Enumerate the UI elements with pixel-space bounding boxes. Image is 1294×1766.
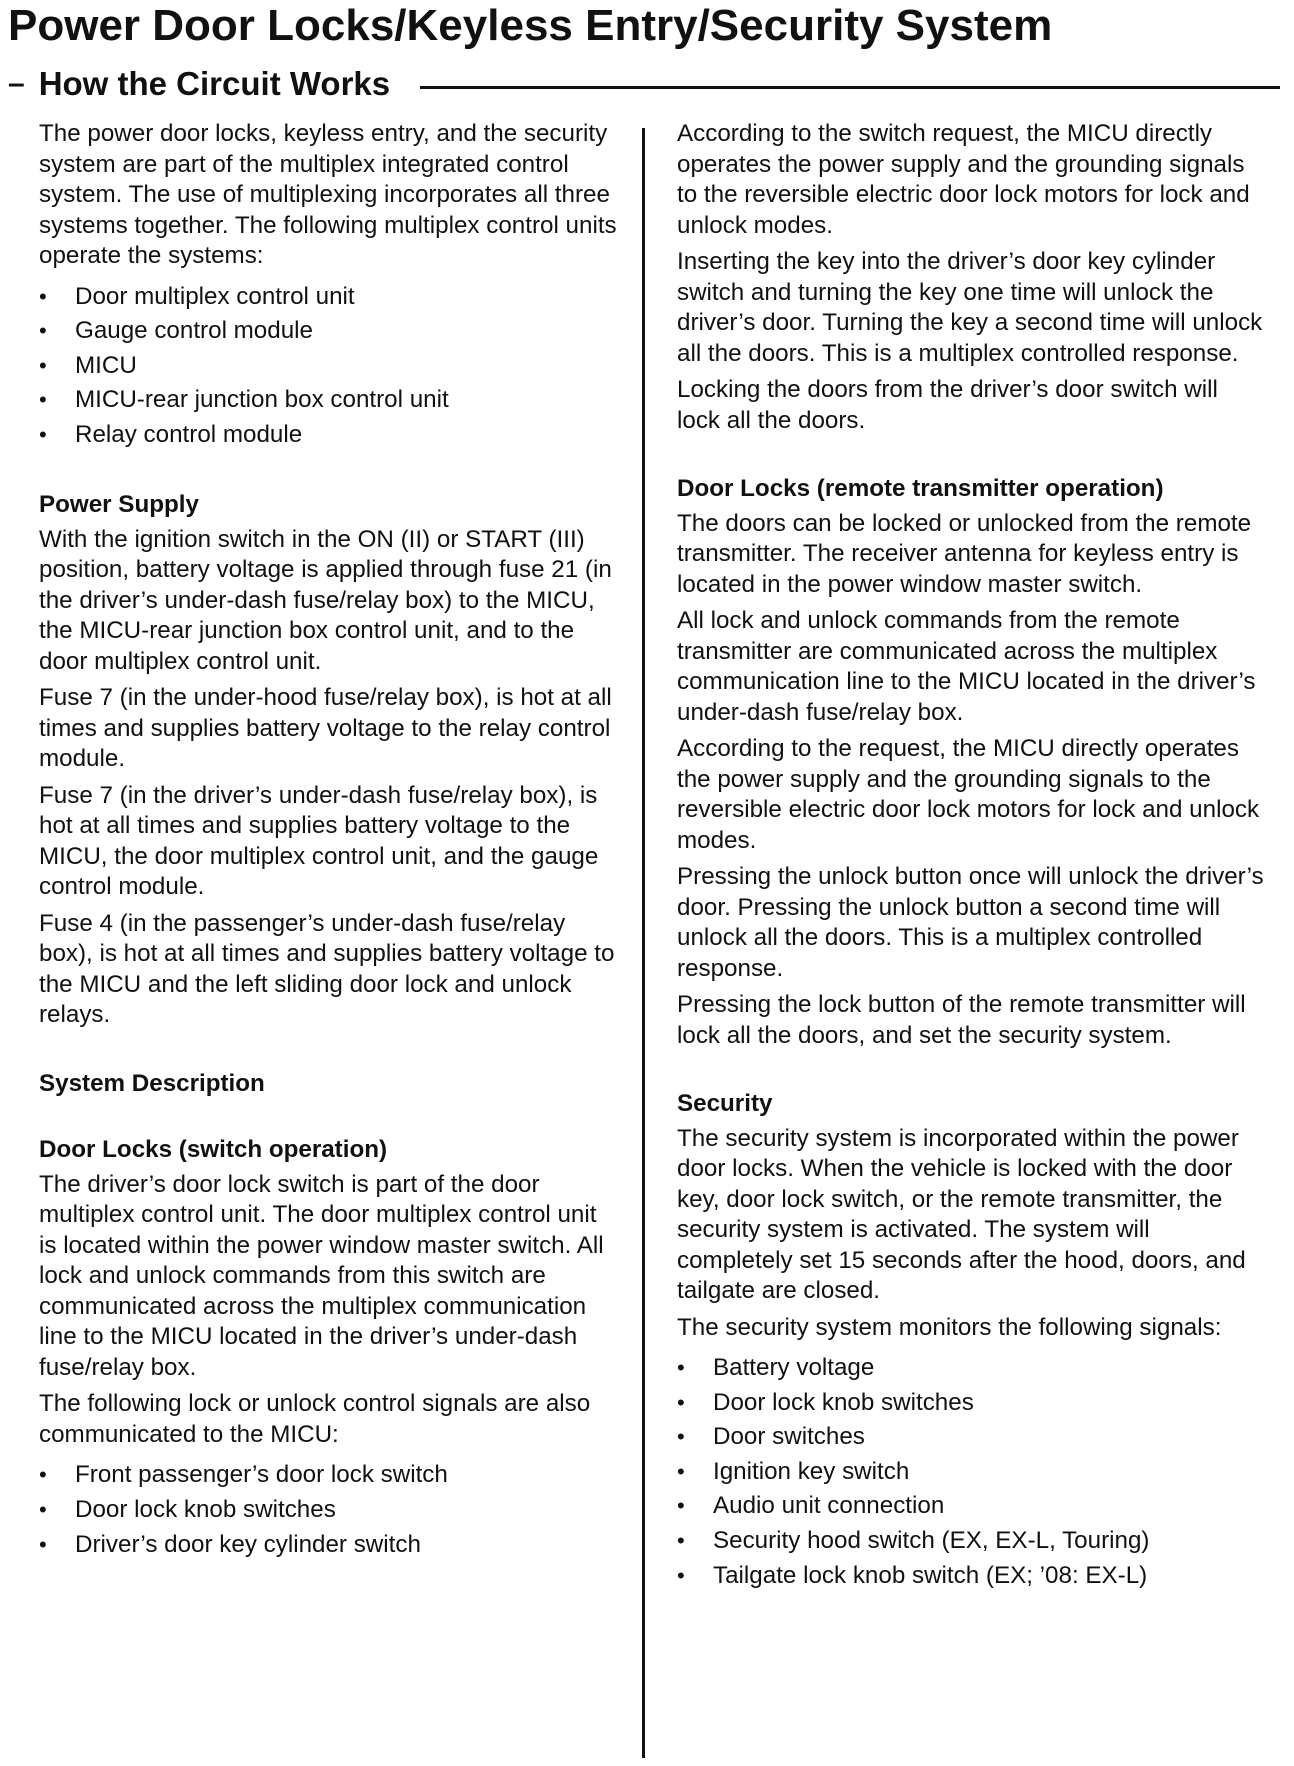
right-column bbox=[677, 119, 1267, 1593]
remote-paragraph: All lock and unlock commands from the remote transmitter are communicated across the multiplex communication line to the MICU located in the driver’s under-dash fuse/relay box. bbox=[677, 607, 1256, 726]
remote-transmitter-heading: Door Locks (remote transmitter operation) bbox=[677, 475, 1164, 502]
list-item: • MICU-rear junction box control unit bbox=[39, 383, 619, 418]
list-item: • Door lock knob switches bbox=[39, 1493, 619, 1528]
list-item: • Battery voltage bbox=[677, 1351, 1267, 1386]
list-item: • Door lock knob switches bbox=[677, 1386, 1267, 1421]
door-locks-switch-paragraph: The following lock or unlock control signals are also communicated to the MICU: bbox=[39, 1390, 591, 1448]
subtitle-rule bbox=[420, 86, 1280, 89]
remote-paragraph: The doors can be locked or unlocked from the remote transmitter. The receiver antenna for keyless entry is located in the power window master switch. bbox=[677, 509, 1252, 598]
door-locks-switch-heading: Door Locks (switch operation) bbox=[39, 1136, 388, 1164]
switch-operation-paragraph: Inserting the key into the driver’s door key cylinder switch and turning the key one time will unlock the driver’s door. Turning the key a second time will unlock all the doors. This is a multiplex controlled response. bbox=[677, 248, 1263, 367]
power-supply-paragraph: Fuse 7 (in the driver’s under-dash fuse/relay box), is hot at all times and supplies battery voltage to the MICU, the door multiplex control unit, and the gauge control module. bbox=[39, 781, 599, 901]
page-title: Power Door Locks/Keyless Entry/Security System bbox=[8, 1, 1053, 50]
security-signals-list bbox=[677, 1351, 1267, 1593]
list-item: • Front passenger’s door lock switch bbox=[39, 1458, 619, 1493]
control-units-list bbox=[39, 280, 619, 453]
door-locks-switch-paragraph: The driver’s door lock switch is part of the door multiplex control unit. The door multiplex control unit is located within the power window master switch. All lock and unlock commands from this switch are communicated across the multiplex communication line to the MICU located in the driver’s under-dash fuse/relay box. bbox=[39, 1170, 604, 1381]
subtitle-dash: – bbox=[8, 67, 25, 100]
remote-paragraph: Pressing the unlock button once will unlock the driver’s door. Pressing the unlock button a second time will unlock all the doors. This is a multiplex controlled response. bbox=[677, 863, 1264, 982]
list-item: • Ignition key switch bbox=[677, 1455, 1267, 1490]
intro-paragraph: The power door locks, keyless entry, and the security system are part of the multiplex integrated control system. The use of multiplexing incorporates all three systems together. The following multiplex control units operate the systems: bbox=[39, 120, 617, 269]
switch-operation-paragraph: Locking the doors from the driver’s door switch will lock all the doors. bbox=[677, 376, 1218, 434]
list-item: • Driver’s door key cylinder switch bbox=[39, 1528, 619, 1563]
remote-paragraph: Pressing the lock button of the remote transmitter will lock all the doors, and set the security system. bbox=[677, 991, 1246, 1049]
list-item: • Security hood switch (EX, EX-L, Touring) bbox=[677, 1524, 1267, 1559]
security-paragraph: The security system monitors the following signals: bbox=[677, 1313, 1222, 1341]
power-supply-paragraph: With the ignition switch in the ON (II) or START (III) position, battery voltage is applied through fuse 21 (in the driver’s under-dash fuse/relay box) to the MICU, the MICU-rear junction box control unit, and to the door multiplex control unit. bbox=[39, 525, 612, 675]
power-supply-paragraph: Fuse 4 (in the passenger’s under-dash fuse/relay box), is hot at all times and supplies battery voltage to the MICU and the left sliding door lock and unlock relays. bbox=[39, 909, 615, 1029]
switch-operation-paragraph: According to the switch request, the MICU directly operates the power supply and the grounding signals to the reversible electric door lock motors for lock and unlock modes. bbox=[677, 120, 1250, 239]
power-supply-heading: Power Supply bbox=[39, 491, 199, 519]
list-item: • Audio unit connection bbox=[677, 1489, 1267, 1524]
power-supply-paragraph: Fuse 7 (in the under-hood fuse/relay box), is hot at all times and supplies battery voltage to the relay control module. bbox=[39, 684, 612, 773]
list-item: • Door switches bbox=[677, 1420, 1267, 1455]
list-item: • Tailgate lock knob switch (EX; ’08: EX-L) bbox=[677, 1559, 1267, 1594]
system-description-heading: System Description bbox=[39, 1069, 265, 1097]
left-column bbox=[39, 119, 619, 1562]
list-item: • Gauge control module bbox=[39, 314, 619, 349]
security-heading: Security bbox=[677, 1090, 773, 1117]
list-item: • Relay control module bbox=[39, 418, 619, 453]
list-item: • MICU bbox=[39, 349, 619, 384]
control-signals-list bbox=[39, 1458, 619, 1562]
column-divider bbox=[642, 128, 645, 1758]
security-paragraph: The security system is incorporated within the power door locks. When the vehicle is locked with the door key, door lock switch, or the remote transmitter, the security system is activated. The system will completely set 15 seconds after the hood, doors, and tailgate are closed. bbox=[677, 1124, 1246, 1304]
subtitle-text: How the Circuit Works bbox=[38, 65, 391, 102]
remote-paragraph: According to the request, the MICU directly operates the power supply and the grounding signals to the reversible electric door lock motors for lock and unlock modes. bbox=[677, 735, 1260, 854]
section-subtitle bbox=[8, 62, 1280, 106]
list-item: • Door multiplex control unit bbox=[39, 280, 619, 315]
